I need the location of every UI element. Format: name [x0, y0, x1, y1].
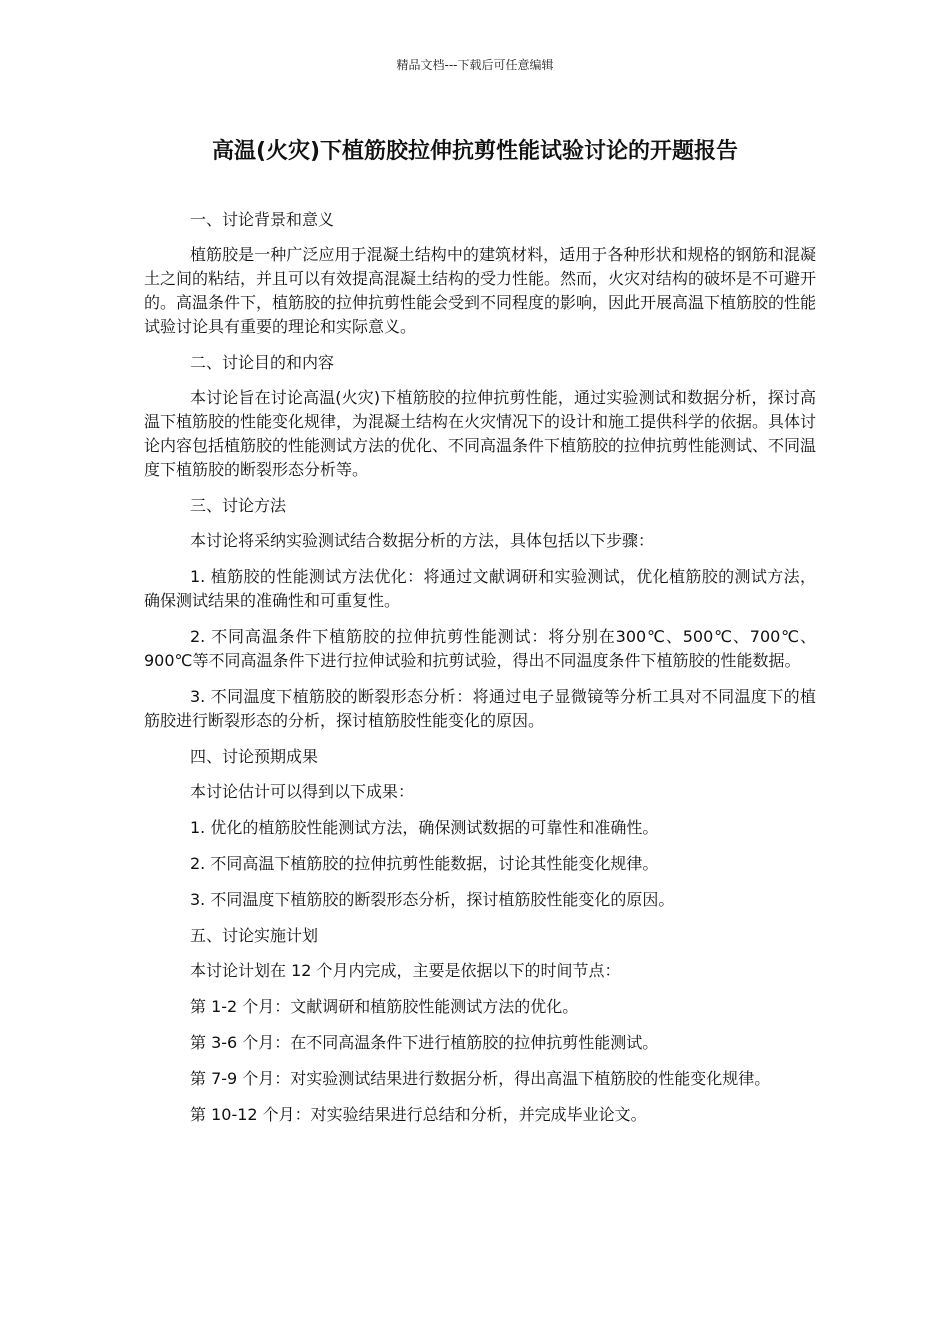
document-body — [144, 208, 816, 1139]
result-item: 2. 不同高温下植筋胶的拉伸抗剪性能数据，讨论其性能变化规律。 — [190, 854, 659, 873]
result-item: 3. 不同温度下植筋胶的断裂形态分析，探讨植筋胶性能变化的原因。 — [190, 890, 675, 909]
method-intro: 本讨论将采纳实验测试结合数据分析的方法，具体包括以下步骤： — [190, 531, 655, 550]
section-paragraph-purpose: 本讨论旨在讨论高温(火灾)下植筋胶的拉伸抗剪性能，通过实验测试和数据分析，探讨高温下植筋胶的性能变化规律，为混凝土结构在火灾情况下的设计和施工提供科学的依据。具体讨论内容包括植筋胶的性能测试方法的优化、不同高温条件下植筋胶的拉伸抗剪性能测试、不同温度下植筋胶的断裂形态分析等。 — [144, 388, 817, 479]
plan-intro: 本讨论计划在 12 个月内完成，主要是依据以下的时间节点： — [190, 961, 621, 980]
results-intro: 本讨论估计可以得到以下成果： — [190, 782, 415, 801]
document-title: 高温(火灾)下植筋胶拉伸抗剪性能试验讨论的开题报告 — [211, 139, 739, 164]
section-heading-method: 三、讨论方法 — [190, 496, 287, 515]
section-heading-plan: 五、讨论实施计划 — [190, 926, 319, 945]
schedule-item: 第 10-12 个月：对实验结果进行总结和分析，并完成毕业论文。 — [190, 1105, 647, 1124]
method-step: 3. 不同温度下植筋胶的断裂形态分析：将通过电子显微镜等分析工具对不同温度下的植筋胶进行断裂形态的分析，探讨植筋胶性能变化的原因。 — [144, 687, 816, 730]
header-note: 精品文档---下载后可任意编辑 — [396, 58, 554, 72]
schedule-item: 第 7-9 个月：对实验测试结果进行数据分析，得出高温下植筋胶的性能变化规律。 — [190, 1069, 771, 1088]
schedule-item: 第 1-2 个月：文献调研和植筋胶性能测试方法的优化。 — [190, 997, 579, 1016]
section-paragraph-background: 植筋胶是一种广泛应用于混凝土结构中的建筑材料，适用于各种形状和规格的钢筋和混凝土之间的粘结，并且可以有效提高混凝土结构的受力性能。然而，火灾对结构的破坏是不可避开的。高温条件下，植筋胶的拉伸抗剪性能会受到不同程度的影响，因此开展高温下植筋胶的性能试验讨论具有重要的理论和实际意义。 — [144, 245, 817, 336]
section-heading-purpose: 二、讨论目的和内容 — [190, 353, 335, 372]
method-step: 2. 不同高温条件下植筋胶的拉伸抗剪性能测试：将分别在300℃、500℃、700℃、900℃等不同高温条件下进行拉伸试验和抗剪试验，得出不同温度条件下植筋胶的性能数据。 — [144, 627, 816, 670]
section-heading-background: 一、讨论背景和意义 — [190, 210, 335, 229]
method-step: 1. 植筋胶的性能测试方法优化：将通过文献调研和实验测试，优化植筋胶的测试方法，确保测试结果的准确性和可重复性。 — [144, 567, 816, 610]
section-heading-results: 四、讨论预期成果 — [190, 747, 319, 766]
schedule-item: 第 3-6 个月：在不同高温条件下进行植筋胶的拉伸抗剪性能测试。 — [190, 1033, 659, 1052]
result-item: 1. 优化的植筋胶性能测试方法，确保测试数据的可靠性和准确性。 — [190, 818, 659, 837]
